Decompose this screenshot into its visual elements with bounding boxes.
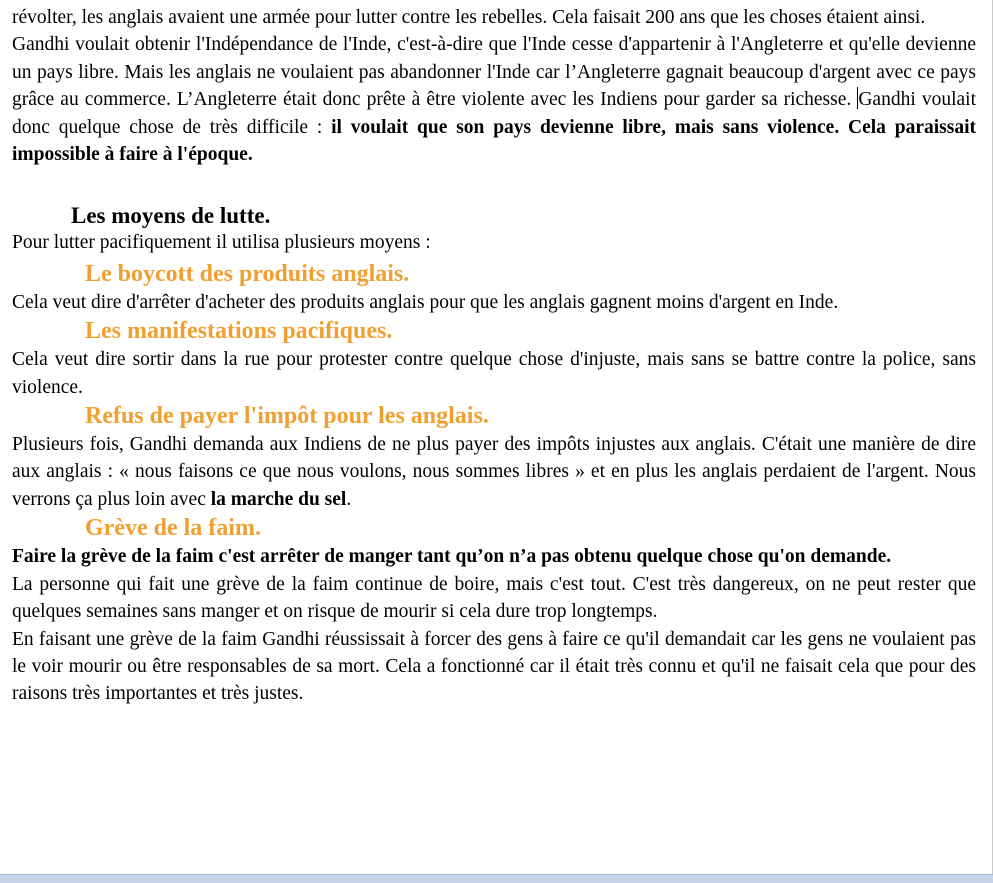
paragraph-tax-refusal-text: Plusieurs fois, Gandhi demanda aux Indiens de ne plus payer des impôts injustes aux anglais. C'était une manière de dire aux anglais : « nous faisons ce que nous voulons, nous sommes libres » et en plus les anglais perdaient de l'argent. Nous verrons ça plus loin avec <box>12 434 976 510</box>
paragraph-hunger-strike-definition: Faire la grève de la faim c'est arrêter de manger tant qu’on n’a pas obtenu quelque chose qu'on demande. <box>12 546 892 568</box>
paragraph-independence <box>12 31 976 168</box>
heading-manifestations: Les manifestations pacifiques. <box>85 318 393 345</box>
salt-march-bold: la marche du sel <box>210 488 347 510</box>
paragraph-hunger-strike-danger: La personne qui fait une grève de la faim continue de boire, mais c'est tout. C'est très dangereux, on ne peut rester que quelques semaines sans manger et on risque de mourir si cela dure trop longtemps. <box>12 573 976 623</box>
paragraph-independence-text-2: Gandhi voulait donc quelque chose de très difficile : <box>12 89 976 138</box>
section-intro: Pour lutter pacifiquement il utilisa plusieurs moyens : <box>12 232 431 254</box>
paragraph-independence-text: Gandhi voulait obtenir l'Indépendance de l'Inde, c'est-à-dire que l'Inde cesse d'appartenir à l'Angleterre et qu'elle devienne un pays libre. Mais les anglais ne voulaient pas abandonner l'Inde car l’Angleterre gagnait beaucoup d'argent avec ce pays grâce au commerce. L’Angleterre était donc prête à être violente avec les Indiens pour garder sa richesse. <box>12 34 976 111</box>
heading-boycott: Le boycott des produits anglais. <box>85 260 410 287</box>
document-body[interactable] <box>12 4 976 708</box>
empty-line <box>12 168 976 195</box>
paragraph-boycott: Cela veut dire d'arrêter d'acheter des produits anglais pour que les anglais gagnent moins d'argent en Inde. <box>12 291 839 313</box>
paragraph-tax-refusal <box>12 431 976 513</box>
heading-hunger-strike: Grève de la faim. <box>85 515 261 542</box>
paragraph-independence-bold: il voulait que son pays devienne libre, mais sans violence. Cela paraissait impossible à faire à l'époque. <box>12 116 976 166</box>
window-bottom-band <box>0 874 993 883</box>
heading-tax-refusal: Refus de payer l'impôt pour les anglais. <box>85 403 489 430</box>
section-title: Les moyens de lutte. <box>71 203 271 229</box>
paragraph-tax-refusal-end: . <box>346 488 352 510</box>
paragraph-manifestations: Cela veut dire sortir dans la rue pour protester contre quelque chose d'injuste, mais sans se battre contre la police, sans violence. <box>12 349 976 398</box>
paragraph-context: révolter, les anglais avaient une armée pour lutter contre les rebelles. Cela faisait 200 ans que les choses étaient ainsi. <box>12 7 926 28</box>
paragraph-hunger-strike-effect: En faisant une grève de la faim Gandhi réussissait à forcer des gens à faire ce qu'il demandait car les gens ne voulaient pas le voir mourir ou être responsables de sa mort. Cela a fonctionné car il était très connu et qu'il ne faisait cela que pour des raisons très importantes et très justes. <box>12 628 976 705</box>
